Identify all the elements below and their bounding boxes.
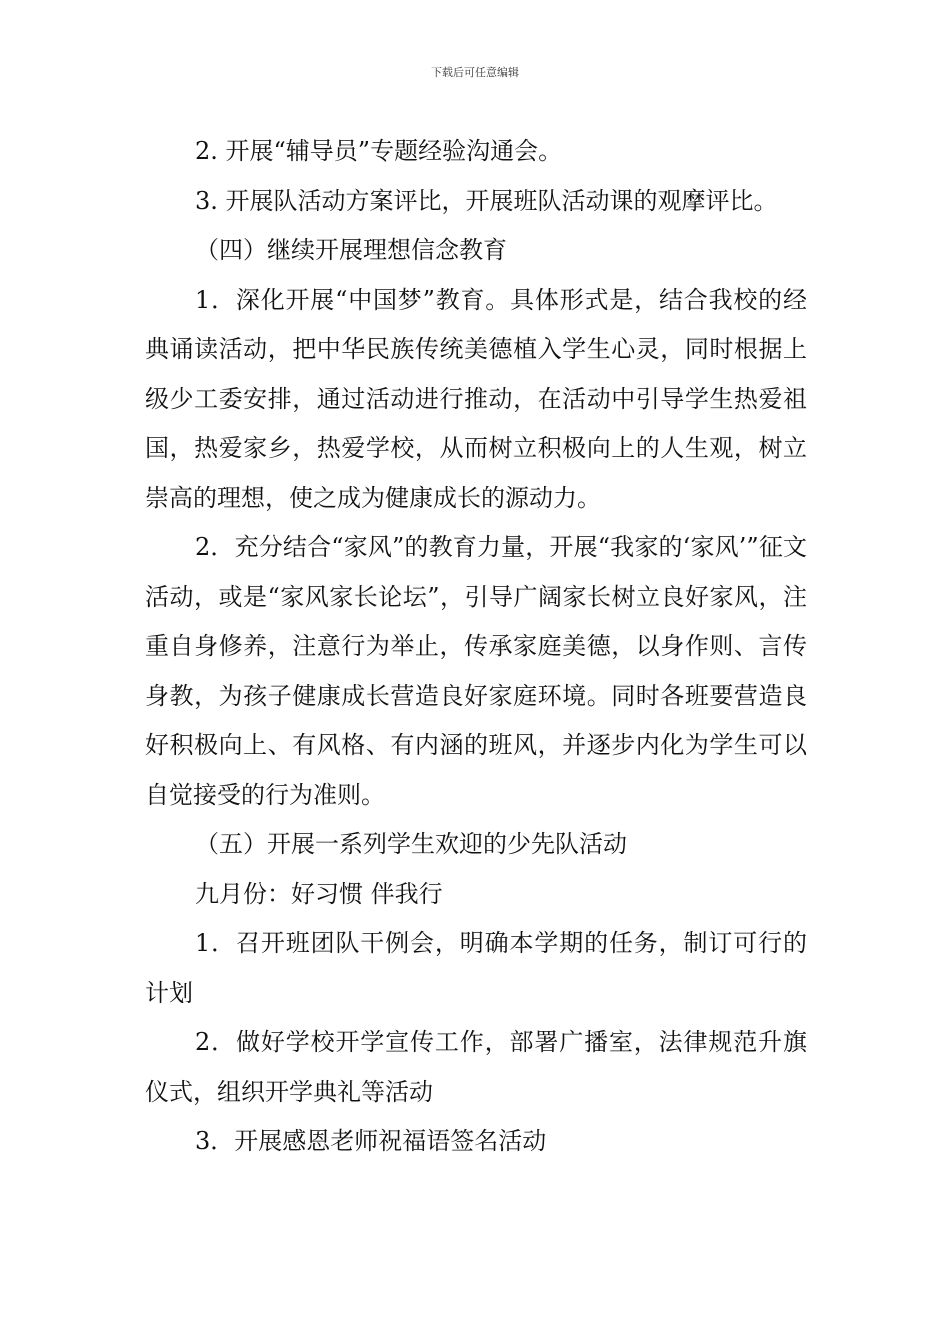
month-heading: 九月份：好习惯 伴我行 <box>195 879 443 908</box>
paragraph: 1．深化开展“中国梦”教育。具体形式是，结合我校的经典诵读活动，把中华民族传统美德植入学生心灵，同时根据上级少工委安排，通过活动进行推动，在活动中引导学生热爱祖国，热爱家乡，热爱学校，从而树立积极向上的人生观，树立崇高的理想，使之成为健康成长的源动力。 <box>145 285 807 512</box>
paragraph: 1．召开班团队干例会，明确本学期的任务，制订可行的计划 <box>145 929 807 1007</box>
paragraph: 2. 开展“辅导员”专题经验沟通会。 <box>195 137 563 165</box>
section-heading: （五）开展一系列学生欢迎的少先队活动 <box>195 830 627 858</box>
section-heading: （四）继续开展理想信念教育 <box>195 236 507 264</box>
paragraph: 2．充分结合“家风”的教育力量，开展“我家的‘家风’”征文活动，或是“家风家长论坛”，引导广阔家长树立良好家风，注重自身修养，注意行为举止，传承家庭美德，以身作则、言传身教，为孩子健康成长营造良好家庭环境。同时各班要营造良好积极向上、有风格、有内涵的班风，并逐步内化为学生可以自觉接受的行为准则。 <box>145 533 807 809</box>
paragraph: 3．开展感恩老师祝福语签名活动 <box>195 1127 547 1155</box>
page-header: 下载后可任意编辑 <box>431 66 519 79</box>
paragraph: 2．做好学校开学宣传工作，部署广播室，法律规范升旗仪式，组织开学典礼等活动 <box>145 1028 807 1106</box>
paragraph: 3. 开展队活动方案评比，开展班队活动课的观摩评比。 <box>195 186 778 215</box>
document-body <box>145 127 807 1167</box>
